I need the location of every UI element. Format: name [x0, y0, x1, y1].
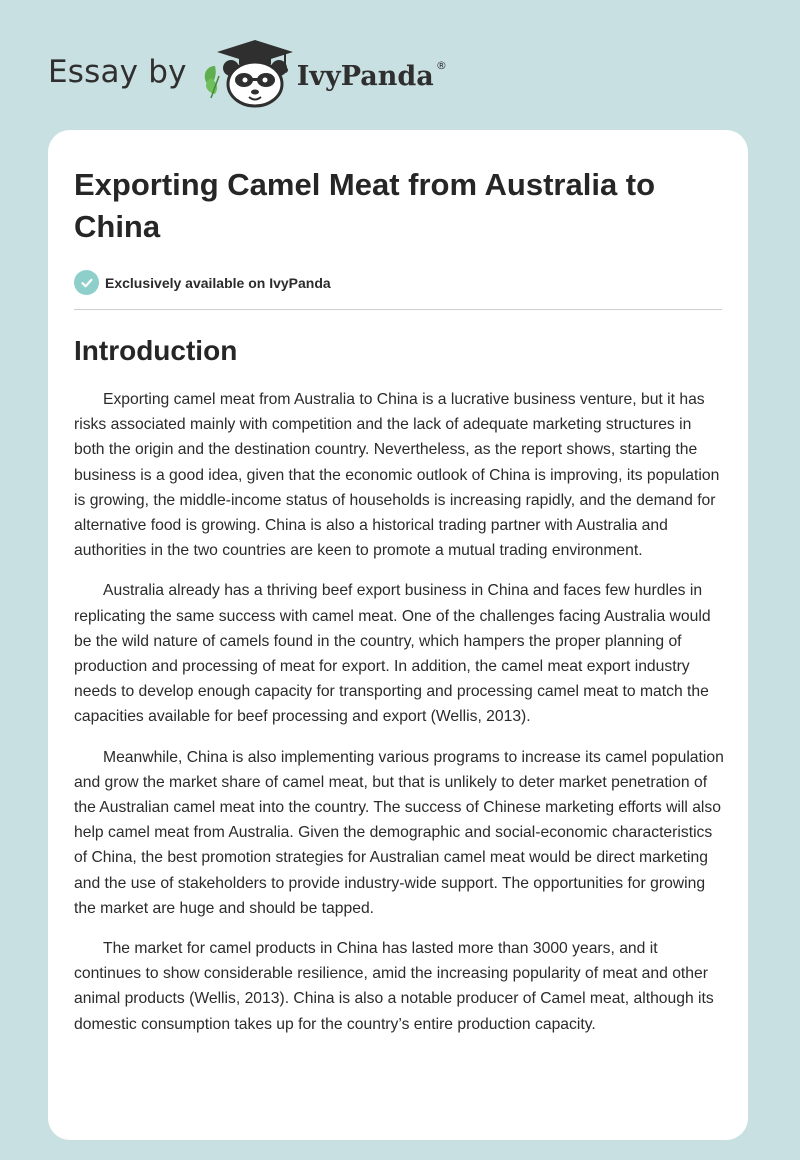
- panda-logo-icon[interactable]: [199, 36, 295, 108]
- brand-name[interactable]: IvyPanda ®: [296, 58, 447, 92]
- check-icon: [74, 270, 99, 295]
- essay-by-label: Essay by: [48, 54, 187, 90]
- exclusive-badge: [74, 270, 722, 295]
- article-card: [48, 130, 748, 1140]
- site-header: [48, 36, 447, 108]
- article-title: Exporting Camel Meat from Australia to China: [74, 167, 656, 244]
- paragraph: Exporting camel meat from Australia to China is a lucrative business venture, but it has risks associated mainly with competition and the lack of adequate marketing structures in both the origin and the destination country. Nevertheless, as the report shows, starting the business is a good idea, given that the economic outlook of China is improving, its population is growing, the middle-income status of households is increasing rapidly, and the demand for alternative food is growing. China is also a historical trading partner with Australia and authorities in the two countries are keen to promote a mutual trading environment.: [74, 391, 720, 560]
- paragraph: Australia already has a thriving beef export business in China and faces few hurdles in replicating the same success with camel meat. One of the challenges facing Australia would be the wild nature of camels found in the country, which hampers the proper planning of production and processing of meat for export. In addition, the camel meat export industry needs to develop enough capacity for transporting and processing camel meat to match the capacities available for beef processing and export (Wellis, 2013).: [74, 582, 711, 726]
- paragraph: The market for camel products in China has lasted more than 3000 years, and it continues to show considerable resilience, amid the increasing popularity of meat and other animal products (Wellis, 2013). China is also a notable producer of Camel meat, although its domestic consumption takes up for the country’s entire production capacity.: [74, 940, 714, 1033]
- divider: [74, 309, 722, 310]
- registered-mark: ®: [435, 58, 447, 72]
- section-heading: Introduction: [74, 335, 238, 366]
- paragraph: Meanwhile, China is also implementing various programs to increase its camel population and grow the market share of camel meat, but that is unlikely to deter market penetration of the Australian camel meat into the country. The success of Chinese marketing efforts will also help camel meat from Australia. Given the demographic and social-economic characteristics of China, the best promotion strategies for Australian camel meat would be direct marketing and the use of stakeholders to provide industry-wide support. The opportunities for growing the market are huge and should be tapped.: [74, 748, 724, 917]
- exclusive-label: Exclusively available on IvyPanda: [105, 274, 331, 291]
